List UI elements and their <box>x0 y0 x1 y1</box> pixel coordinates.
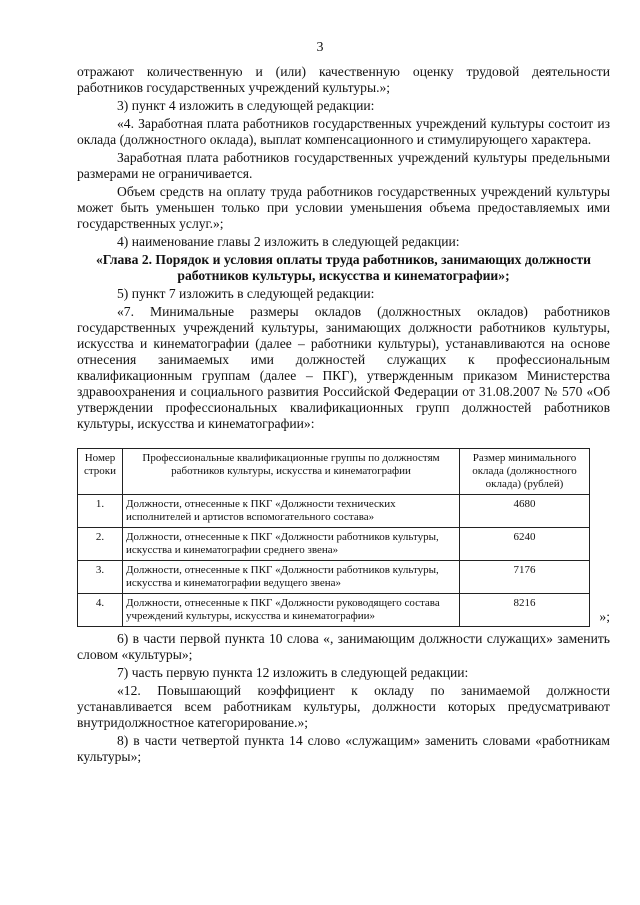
column-header-number: Номер строки <box>78 449 123 495</box>
row-group: Должности, отнесенные к ПКГ «Должности руководящего состава учреждений культуры, искусства и кинематографии» <box>123 594 460 627</box>
row-salary: 6240 <box>460 528 590 561</box>
paragraph: 6) в части первой пункта 10 слова «, занимающим должности служащих» заменить словом «культуры»; <box>77 631 610 662</box>
table-header-row <box>78 449 590 495</box>
paragraph: «7. Минимальные размеры окладов (должностных окладов) работников государственных учреждений культуры, занимающих должности работников культуры, искусства и кинематографии (далее – работники культуры), устанавливаются на основе отнесения занимаемых ими должностей служащих к профессиональным квалификационным группам (далее – ПКГ), утвержденным приказом Министерства здравоохранения и социального развития Российской Федерации от 31.08.2007 № 570 «Об утверждении профессиональных квалификационных групп должностей работников культуры, искусства и кинематографии»: <box>77 304 610 431</box>
table-row <box>78 495 590 528</box>
paragraph: 7) часть первую пункта 12 изложить в следующей редакции: <box>117 665 469 680</box>
table-row <box>78 528 590 561</box>
table-row <box>78 594 590 627</box>
chapter-heading: «Глава 2. Порядок и условия оплаты труда работников, занимающих должности работников культуры, искусства и кинематографии»; <box>95 252 592 283</box>
row-group: Должности, отнесенные к ПКГ «Должности технических исполнителей и артистов вспомогательного состава» <box>123 495 460 528</box>
salary-table <box>77 448 590 627</box>
row-number: 2. <box>78 528 123 561</box>
paragraph: «12. Повышающий коэффициент к окладу по занимаемой должности устанавливается всем работникам культуры, должности которых предусматривают внутридолжностное категорирование.»; <box>77 683 610 730</box>
paragraph: 3) пункт 4 изложить в следующей редакции: <box>117 98 375 113</box>
row-number: 1. <box>78 495 123 528</box>
column-header-salary: Размер минимального оклада (должностного оклада) (рублей) <box>460 449 590 495</box>
paragraph: Объем средств на оплату труда работников государственных учреждений культуры может быть уменьшен только при условии уменьшения объема предоставляемых ими государственных услуг.»; <box>77 184 610 231</box>
page-number: 3 <box>316 40 324 55</box>
table-closing-quote: »; <box>599 609 610 624</box>
row-salary: 4680 <box>460 495 590 528</box>
row-salary: 7176 <box>460 561 590 594</box>
column-header-group: Профессиональные квалификационные группы по должностям работников культуры, искусства и кинематографии <box>123 449 460 495</box>
paragraph: 8) в части четвертой пункта 14 слово «служащим» заменить словами «работникам культуры»; <box>77 733 610 764</box>
paragraph: отражают количественную и (или) качественную оценку трудовой деятельности работников государственных учреждений культуры.»; <box>77 64 610 95</box>
paragraph: 5) пункт 7 изложить в следующей редакции: <box>117 286 375 301</box>
row-number: 3. <box>78 561 123 594</box>
document-body <box>77 64 610 765</box>
row-salary: 8216 <box>460 594 590 627</box>
paragraph: 4) наименование главы 2 изложить в следующей редакции: <box>117 234 460 249</box>
paragraph: Заработная плата работников государственных учреждений культуры предельными размерами не ограничивается. <box>77 150 610 181</box>
row-group: Должности, отнесенные к ПКГ «Должности работников культуры, искусства и кинематографии ведущего звена» <box>123 561 460 594</box>
row-number: 4. <box>78 594 123 627</box>
table-row <box>78 561 590 594</box>
row-group: Должности, отнесенные к ПКГ «Должности работников культуры, искусства и кинематографии среднего звена» <box>123 528 460 561</box>
paragraph: «4. Заработная плата работников государственных учреждений культуры состоит из оклада (должностного оклада), выплат компенсационного и стимулирующего характера. <box>77 116 610 147</box>
salary-table-wrapper <box>77 448 610 627</box>
